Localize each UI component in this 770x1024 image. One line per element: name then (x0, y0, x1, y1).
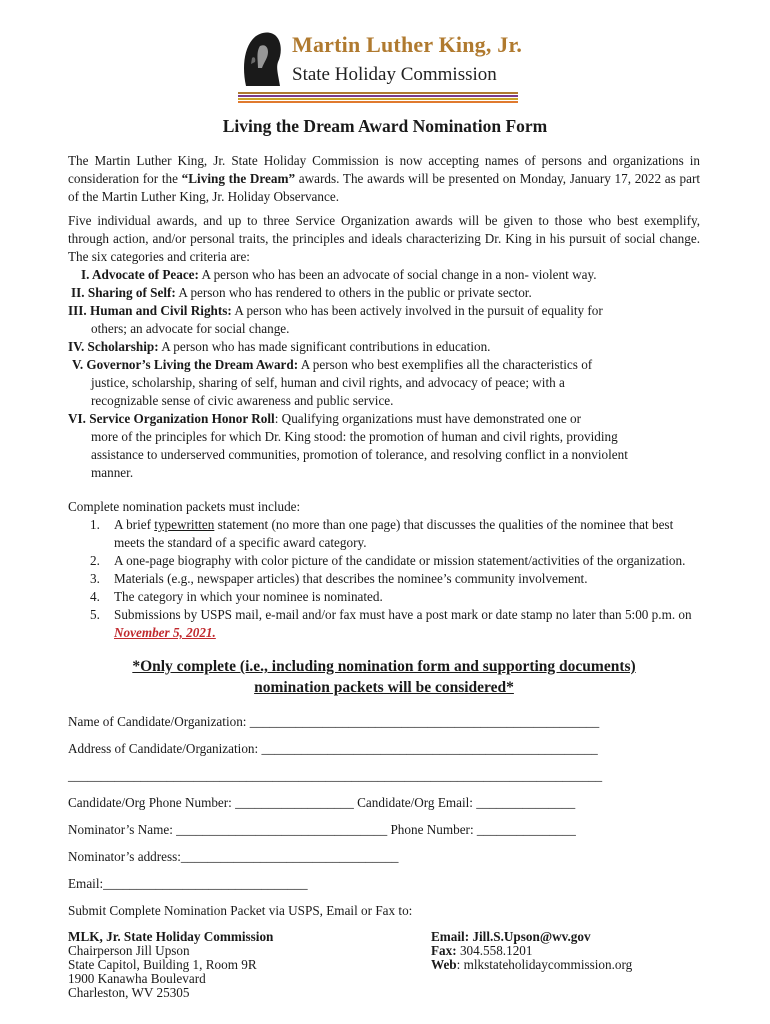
criteria-item: I. Advocate of Peace: A person who has been an advocate of social change in a non- violent way. (81, 267, 597, 282)
contact-web[interactable]: Web: mlkstateholidaycommission.org (431, 957, 633, 972)
candidate-address-line-2[interactable]: _________________________________________________________________________________ (68, 768, 603, 783)
criteria-continuation: assistance to underserved communities, promotion of tolerance, and resolving conflict in a nonviolent (91, 447, 628, 462)
org-subtitle: State Holiday Commission (292, 64, 497, 85)
criteria-continuation: others; an advocate for social change. (91, 321, 290, 336)
criteria-item: VI. Service Organization Honor Roll: Qualifying organizations must have demonstrated one or (68, 411, 582, 426)
candidate-address-field[interactable]: Address of Candidate/Organization: ___________________________________________________ (68, 741, 598, 756)
mlk-portrait-icon (238, 28, 284, 88)
list-item: 4. The category in which your nominee is nominated. (90, 589, 383, 604)
criteria-continuation: more of the principles for which Dr. King stood: the promotion of human and civil rights, providing (91, 429, 618, 444)
nominator-name-phone-field[interactable]: Nominator’s Name: ________________________________ Phone Number: _______________ (68, 822, 576, 837)
criteria-item: IV. Scholarship: A person who has made significant contributions in education. (68, 339, 491, 354)
contact-email[interactable]: Email: Jill.S.Upson@wv.gov (431, 929, 591, 944)
list-item: 3. Materials (e.g., newspaper articles) that describes the nominee’s community involvement. (90, 571, 588, 586)
contact-fax: Fax: 304.558.1201 (431, 943, 533, 958)
candidate-phone-email-field[interactable]: Candidate/Org Phone Number: __________________ Candidate/Org Email: _______________ (68, 795, 576, 810)
criteria-item: V. Governor’s Living the Dream Award: A person who best exemplifies all the characteristics of (72, 357, 593, 372)
criteria-continuation: justice, scholarship, sharing of self, human and civil rights, and advocacy of peace; with a (91, 375, 565, 390)
form-title: Living the Dream Award Nomination Form (222, 116, 548, 136)
criteria-continuation: manner. (91, 465, 134, 480)
candidate-name-field[interactable]: Name of Candidate/Organization: _____________________________________________________ (68, 714, 600, 729)
requirements-intro: Complete nomination packets must include: (68, 499, 301, 514)
intro-paragraph-2: Five individual awards, and up to three Service Organization awards will be given to those who best exemplify, through action, and/or personal traits, the principles and ideals characterizing Dr. King in his pursuit of social change. The six categories and criteria are: (68, 213, 700, 264)
criteria-continuation: recognizable sense of civic awareness and public service. (91, 393, 394, 408)
org-name: Martin Luther King, Jr. (292, 32, 523, 57)
criteria-item: III. Human and Civil Rights: A person who has been actively involved in the pursuit of equality for (68, 303, 603, 318)
submit-instructions: Submit Complete Nomination Packet via USPS, Email or Fax to: (68, 903, 413, 918)
electronic-contact (431, 930, 711, 972)
list-item: 2. A one-page biography with color picture of the candidate or mission statement/activities of the organization. (90, 553, 686, 568)
mailing-address: MLK, Jr. State Holiday Commission Chairperson Jill Upson State Capitol, Building 1, Room 9R 1900 Kanawha Boulevard Charleston, WV 25305 (68, 929, 274, 1000)
requirements-list (68, 516, 700, 642)
email-field[interactable]: Email:_______________________________ (68, 876, 308, 891)
contact-info (68, 930, 700, 1002)
intro-paragraph: The Martin Luther King, Jr. State Holiday Commission is now accepting names of persons and organizations in consideration for the “Living the Dream” awards. The awards will be presented on Monday, January 17, 2022 as part of the Martin Luther King, Jr. Holiday Observance. (68, 153, 700, 204)
list-item: 5. Submissions by USPS mail, e-mail and/or fax must have a post mark or date stamp no later than 5:00 p.m. on November 5, 2021. (90, 607, 692, 640)
criteria-list (68, 266, 700, 482)
completeness-notice: *Only complete (i.e., including nomination form and supporting documents) nomination packets will be considered* (132, 658, 636, 696)
header-stripes (238, 92, 518, 104)
nominator-address-field[interactable]: Nominator’s address:_________________________________ (68, 849, 399, 864)
header-logo (238, 26, 523, 92)
list-item: 1. A brief typewritten statement (no more than one page) that discusses the qualities of the nominee that best meets the standard of a specific award category. (90, 517, 674, 550)
form-body (68, 152, 700, 1002)
criteria-item: II. Sharing of Self: A person who has rendered to others in the public or private sector. (71, 285, 532, 300)
deadline-date: November 5, 2021. (114, 625, 216, 640)
